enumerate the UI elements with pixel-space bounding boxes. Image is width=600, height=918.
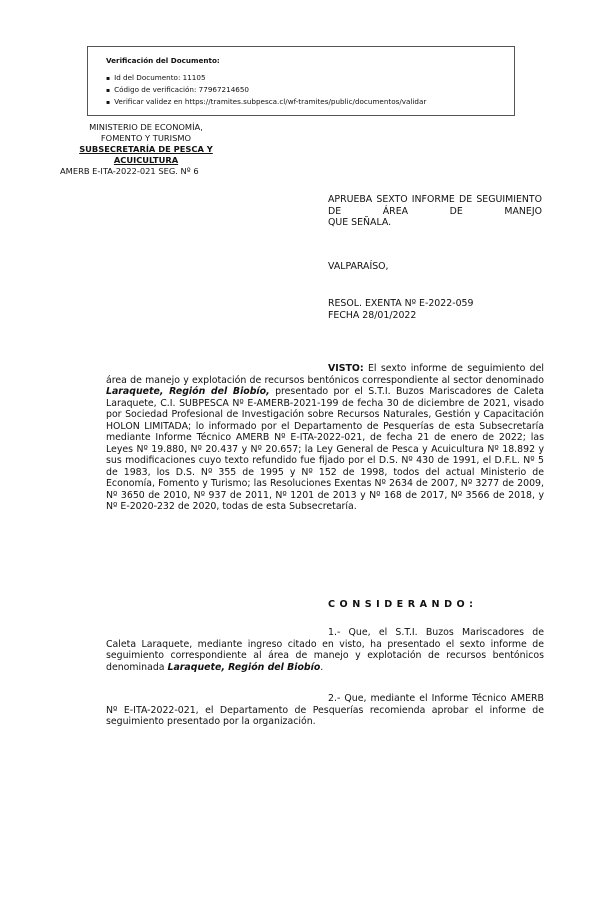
considerando-point-2 — [106, 693, 544, 728]
visto-paragraph — [106, 363, 544, 513]
point-1-end: . — [320, 661, 324, 673]
visto-text-a: El sexto informe de seguimiento del área de manejo y explotación de recursos bentónicos correspondiente al sector denominado — [106, 363, 544, 386]
subsecretaria-line-2: ACUICULTURA — [113, 155, 179, 165]
document-id: ▪ Id del Documento: 11105 — [106, 72, 514, 84]
visto-place: Laraquete, Región del Biobío, — [106, 386, 270, 397]
subsecretaria-line-1: SUBSECRETARÍA DE PESCA Y — [79, 144, 213, 154]
verification-code: ▪ Código de verificación: 77967214650 — [106, 84, 514, 96]
title-line-2: SEGUIMIENTO DE ÁREA DE MANEJO — [328, 194, 543, 217]
verification-link[interactable]: ▪ Verificar validez en https://tramites.subpesca.cl/wf-tramites/public/documentos/validar — [106, 96, 514, 108]
city: VALPARAÍSO, — [328, 261, 389, 272]
visto-label: VISTO: — [328, 363, 364, 374]
resolution-date: FECHA 28/01/2022 — [328, 309, 417, 321]
verification-list — [106, 72, 514, 108]
ministry-line-1: MINISTERIO DE ECONOMÍA, — [89, 122, 203, 132]
considerando-heading: CONSIDERANDO: — [328, 599, 478, 610]
ministry-line-2: FOMENTO Y TURISMO — [100, 133, 192, 143]
considerando-point-1 — [106, 627, 544, 673]
visto-text-b: presentado por el S.T.I. Buzos Mariscadores de Caleta Laraquete, C.I. SUBPESCA Nº E-AMERB-2021-199 de fecha 30 de diciembre de 2021, visado por Sociedad Profesional de Investigación sobre Recursos Naturales, Gestión y Capacitación HOLON LIMITADA; lo informado por el Departamento de Pesquerías de esta Subsecretaría mediante Informe Técnico AMERB Nº E-ITA-2022-021, de fecha 21 de enero de 2022; las Leyes Nº 19.880, Nº 20.437 y Nº 20.657; la Ley General de Pesca y Acuicultura Nº 18.892 y sus modificaciones cuyo texto refundido fue fijado por el D.S. Nº 430 de 1991, el D.F.L. Nº 5 de 1983, los D.S. Nº 355 de 1995 y Nº 152 de 1998, todos del actual Ministerio de Economía, Fomento y Turismo; las Resoluciones Exentas Nº 2634 de 2007, Nº 3277 de 2009, Nº 3650 de 2010, Nº 937 de 2011, Nº 1201 de 2013 y Nº 168 de 2017, Nº 3566 de 2018, y Nº E-2020-232 de 2020, todas de esta Subsecretaría. — [106, 386, 544, 512]
point-1-place: Laraquete, Región del Biobío — [167, 661, 321, 673]
point-2-text: 2.- Que, mediante el Informe Técnico AMERB Nº E-ITA-2022-021, el Departamento de Pesquerías recomienda aprobar el informe de seguimiento presentado por la organización. — [106, 693, 544, 727]
resolution-info — [328, 298, 473, 321]
resolution-number: RESOL. EXENTA Nº E-2022-059 — [328, 298, 474, 309]
letterhead — [60, 122, 232, 177]
verification-box — [87, 46, 515, 116]
title-line-1: APRUEBA SEXTO INFORME DE — [328, 194, 473, 205]
resolution-title — [328, 194, 542, 229]
verification-title: Verificación del Documento: — [106, 56, 220, 65]
reference-number: AMERB E-ITA-2022-021 SEG. Nº 6 — [60, 166, 199, 176]
title-line-3: QUE SEÑALA. — [328, 217, 392, 228]
point-1-text: 1.- Que, el S.T.I. Buzos Mariscadores de Caleta Laraquete, mediante ingreso citado en visto, ha presentado el sexto informe de seguimiento correspondiente al área de manejo y explotación de recursos bentónicos denominada — [106, 627, 544, 673]
